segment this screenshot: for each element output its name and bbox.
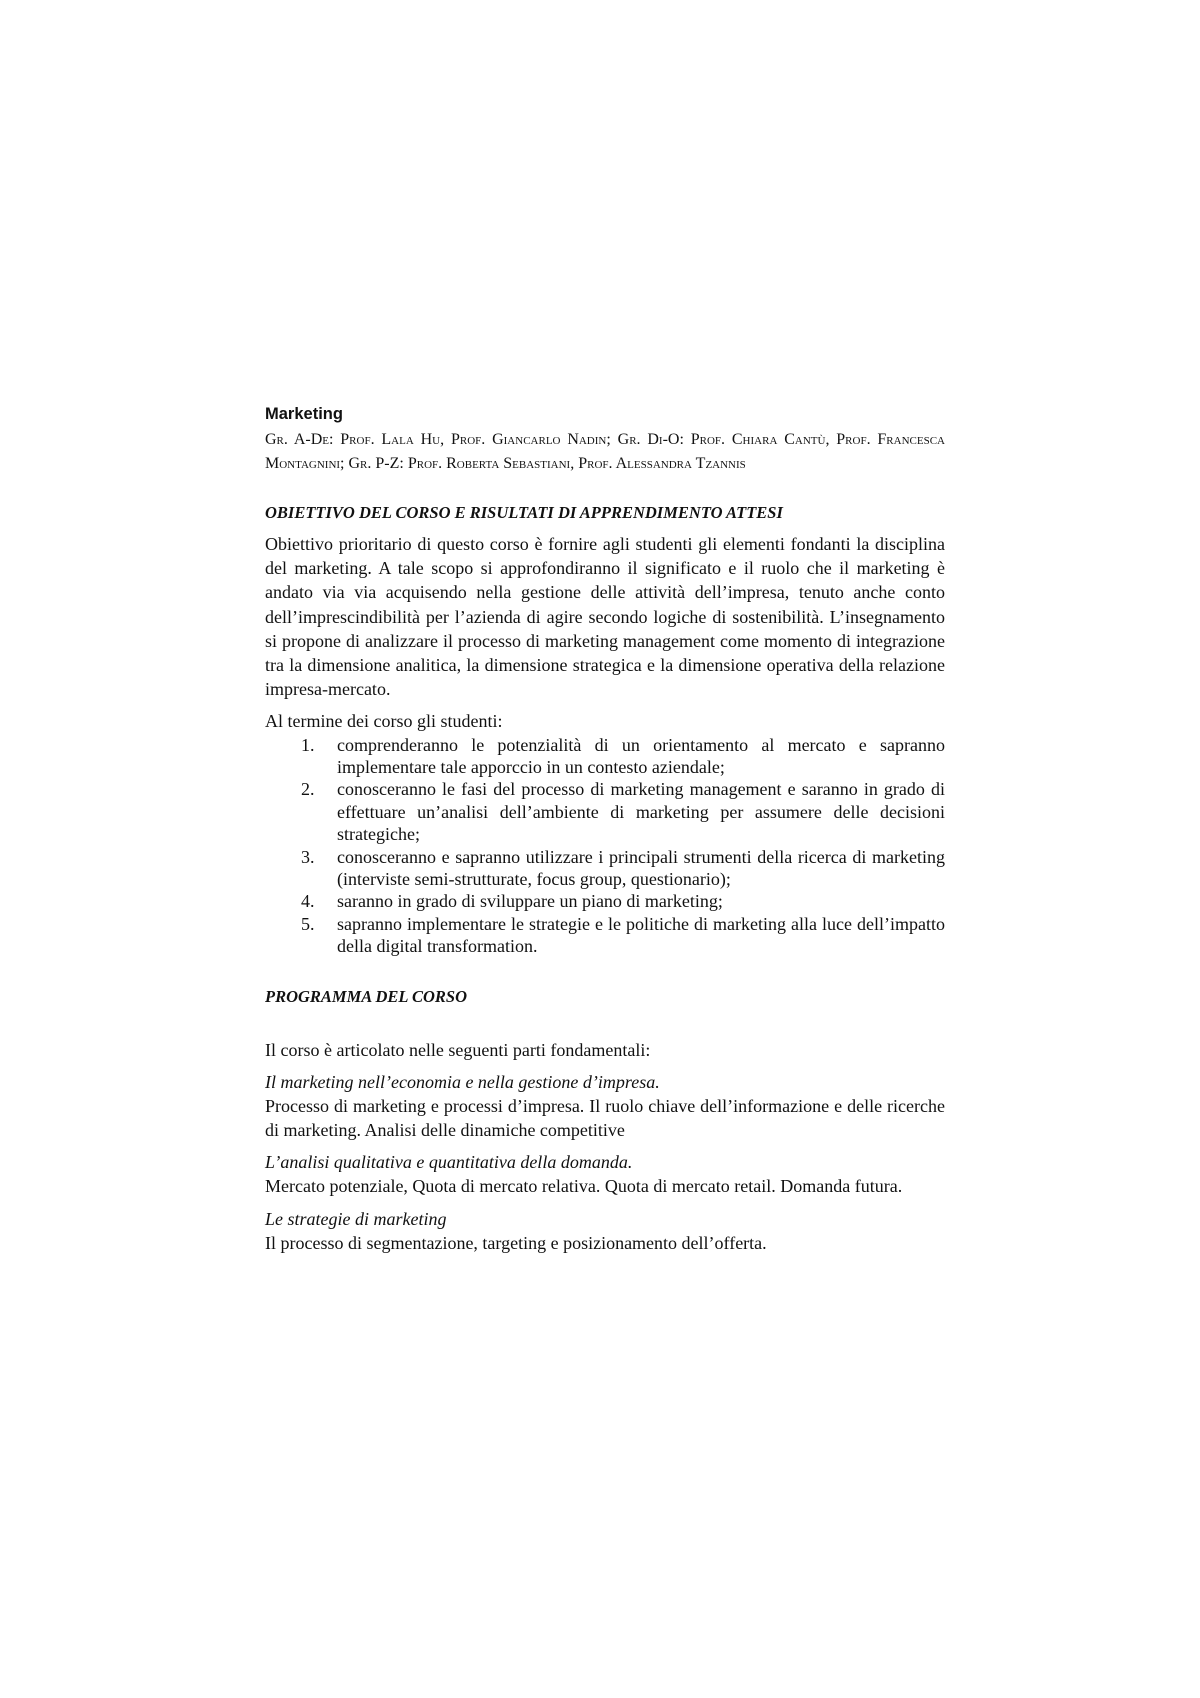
outcome-number: 2. [301, 779, 315, 800]
outcomes-intro: Al termine dei corso gli studenti: [265, 711, 503, 732]
program-topic [265, 1207, 945, 1255]
outcome-text: sapranno implementare le strategie e le politiche di marketing alla luce dell’impatto della digital transformation. [337, 913, 945, 957]
outcome-item [265, 913, 945, 958]
outcome-number: 5. [301, 913, 315, 934]
program-topic [265, 1070, 945, 1142]
topic-title: Il marketing nell’economia e nella gestione d’impresa. [265, 1071, 660, 1092]
topic-text: Il processo di segmentazione, targeting e posizionamento dell’offerta. [265, 1232, 767, 1253]
outcome-text: conosceranno e sapranno utilizzare i principali strumenti della ricerca di marketing (interviste semi-strutturate, focus group, questionario); [337, 846, 945, 890]
topic-text: Processo di marketing e processi d’impresa. Il ruolo chiave dell’informazione e delle ricerche di marketing. Analisi delle dinamiche competitive [265, 1095, 945, 1141]
outcome-item [265, 846, 945, 891]
objectives-paragraph: Obiettivo prioritario di questo corso è fornire agli studenti gli elementi fondanti la disciplina del marketing. A tale scopo si approfondiranno il significato e il ruolo che il marketing è andato via via acquisendo nella gestione delle attività dell’impresa, tenuto anche conto dell’imprescindibilità per l’azienda di agire secondo logiche di sostenibilità. L’insegnamento si propone di analizzare il processo di marketing management come momento di integrazione tra la dimensione analitica, la dimensione strategica e la dimensione operativa della relazione impresa-mercato. [265, 534, 945, 700]
program-heading: PROGRAMMA DEL CORSO [265, 986, 468, 1006]
program-intro: Il corso è articolato nelle seguenti parti fondamentali: [265, 1039, 651, 1060]
outcome-text: comprenderanno le potenzialità di un orientamento al mercato e sapranno implementare tale apporccio in un contesto aziendale; [337, 734, 945, 778]
outcome-item [265, 778, 945, 845]
topic-title: Le strategie di marketing [265, 1208, 447, 1229]
outcome-text: saranno in grado di sviluppare un piano di marketing; [337, 891, 723, 912]
course-teachers: Gr. A-De: Prof. Lala Hu, Prof. Giancarlo Nadin; Gr. Di-O: Prof. Chiara Cantù, Prof. Francesca Montagnini; Gr. P-Z: Prof. Roberta Sebastiani, Prof. Alessandra Tzannis [265, 431, 945, 472]
outcome-number: 3. [301, 846, 315, 867]
topic-title: L’analisi qualitativa e quantitativa della domanda. [265, 1152, 633, 1173]
program-topic [265, 1150, 945, 1198]
document-page [265, 404, 945, 1255]
outcomes-list [265, 734, 945, 958]
outcome-number: 1. [301, 734, 315, 755]
outcome-number: 4. [301, 891, 315, 912]
objectives-heading: OBIETTIVO DEL CORSO E RISULTATI DI APPRENDIMENTO ATTESI [265, 503, 783, 522]
outcome-item [265, 890, 945, 912]
outcome-item [265, 734, 945, 779]
outcome-text: conosceranno le fasi del processo di marketing management e saranno in grado di effettuare un’analisi dell’ambiente di marketing per assumere delle decisioni strategiche; [337, 779, 945, 845]
course-title: Marketing [265, 405, 343, 423]
topic-text: Mercato potenziale, Quota di mercato relativa. Quota di mercato retail. Domanda futura. [265, 1176, 903, 1197]
